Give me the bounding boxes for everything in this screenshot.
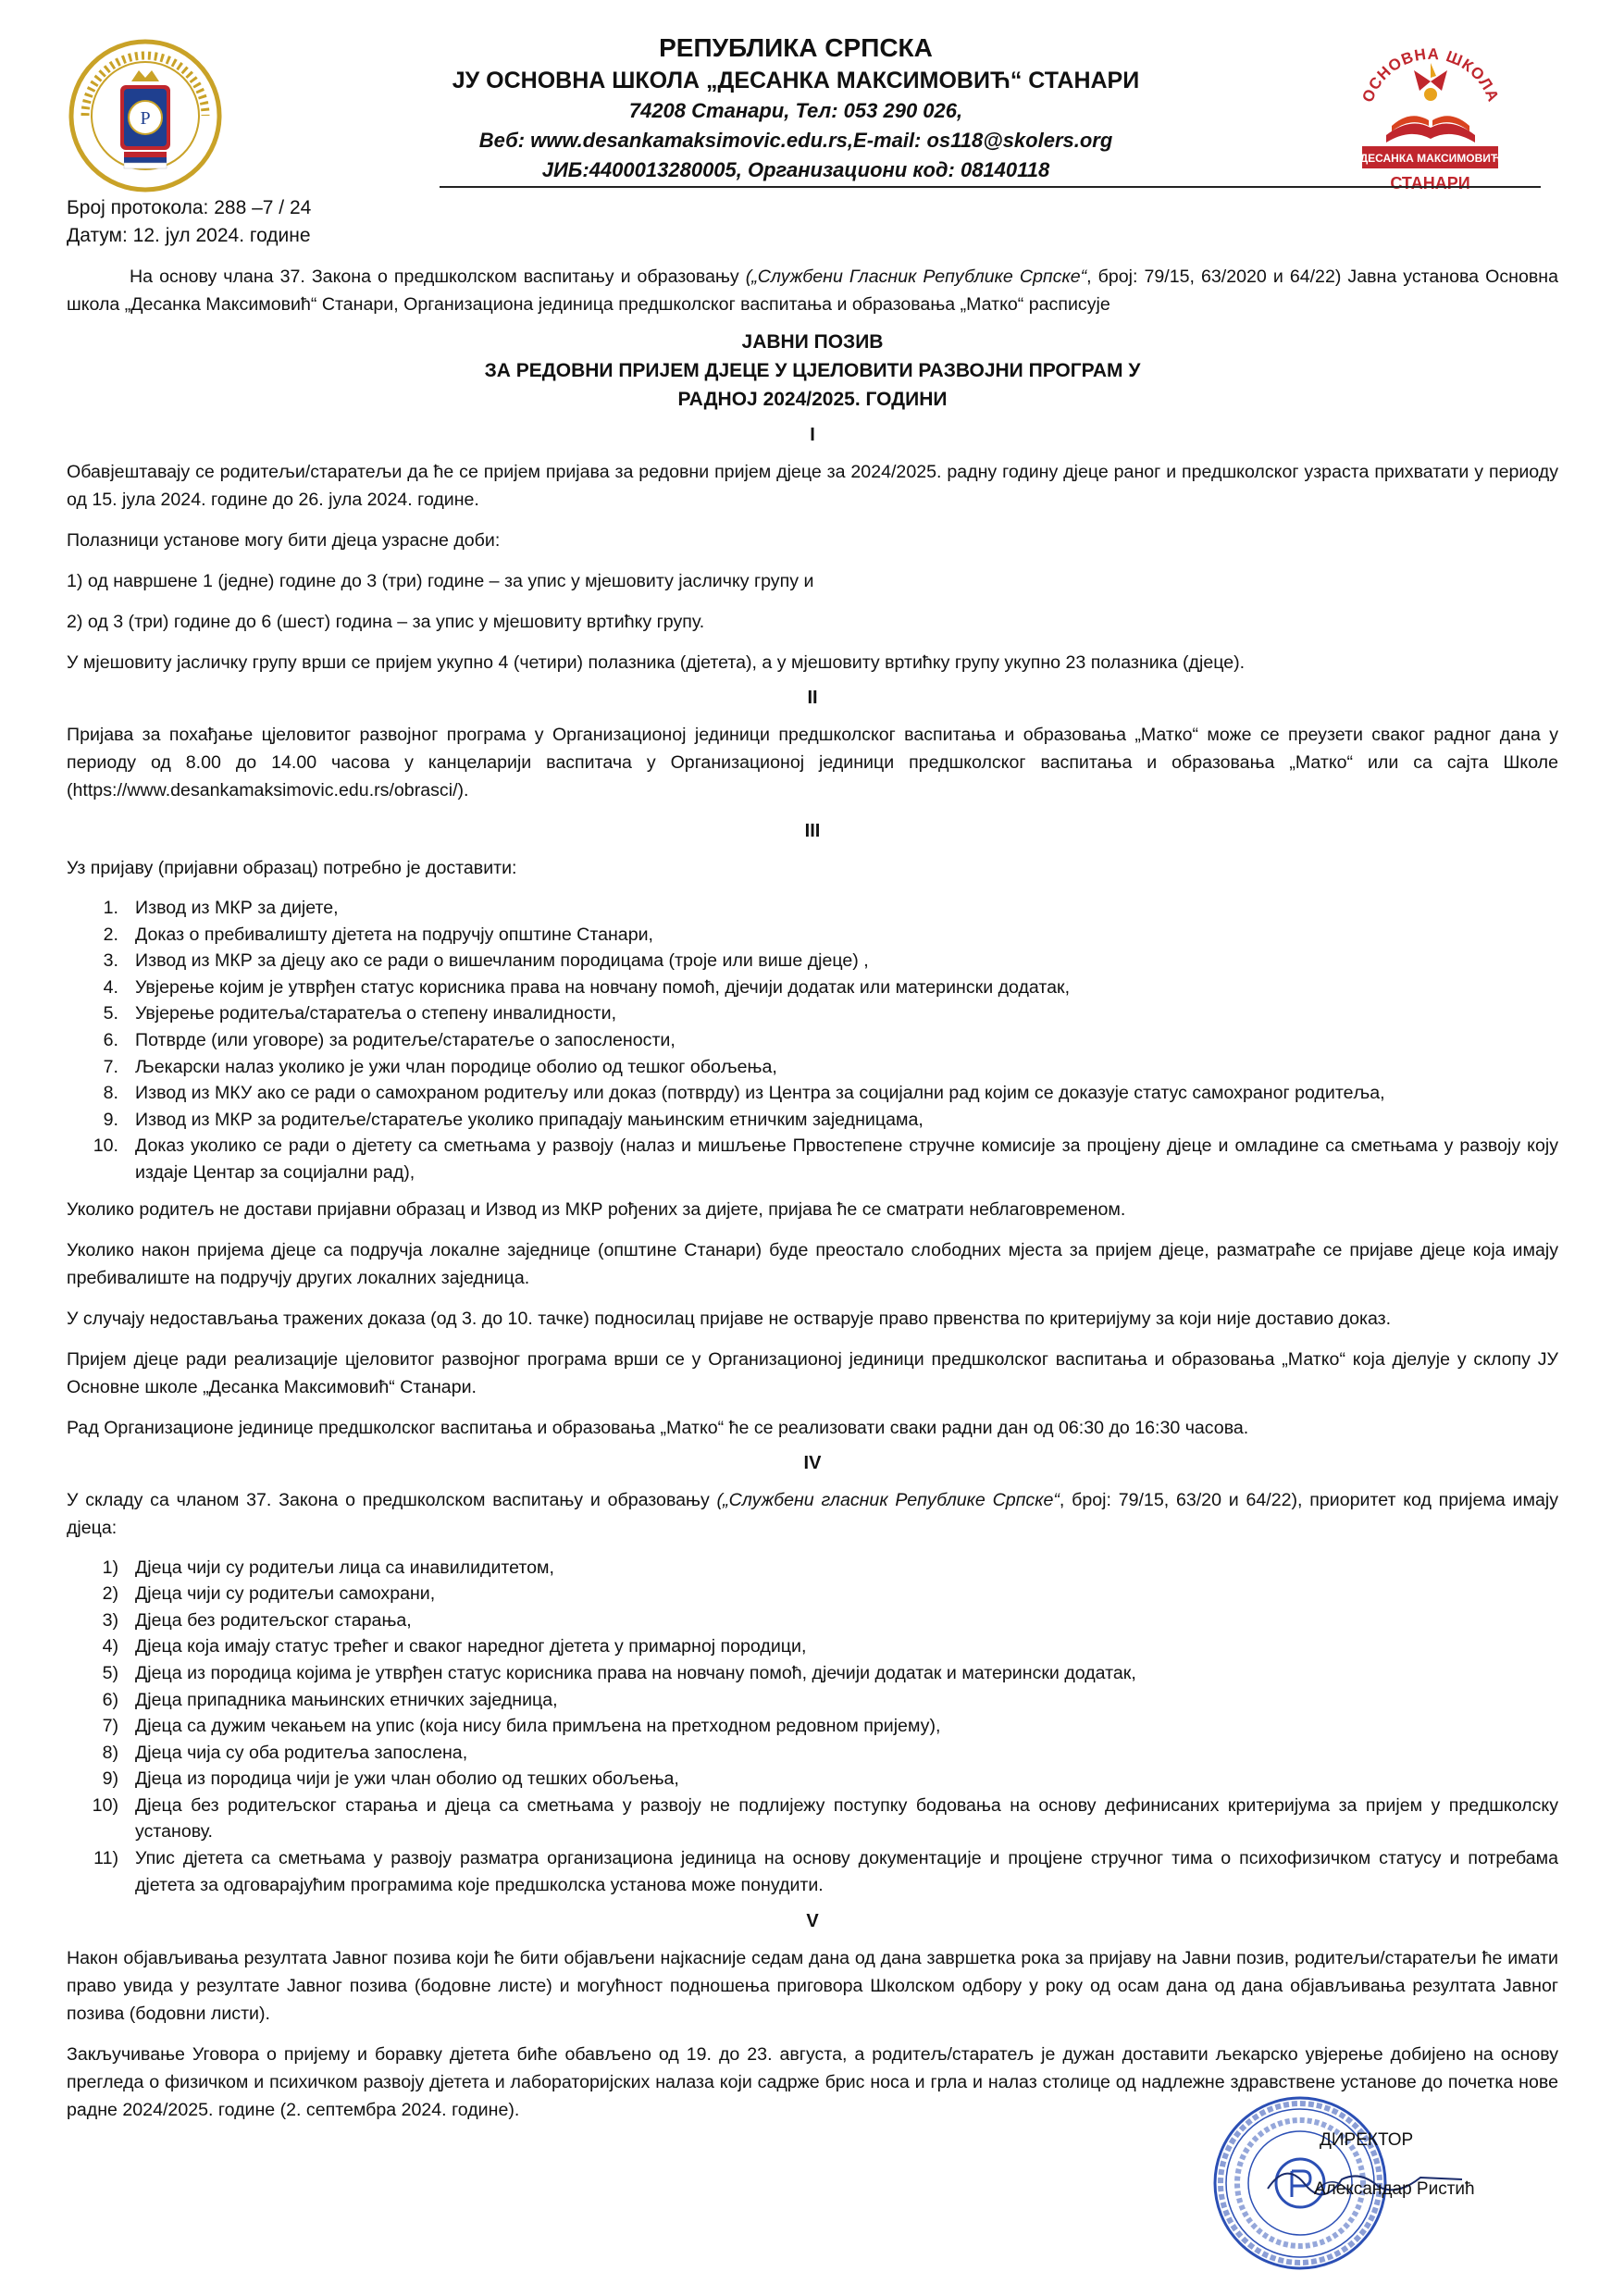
list-item: 5. Увјерење родитеља/старатеља о степену инвалидности, <box>103 1003 617 1024</box>
paragraph: У мјешовиту јасличку групу врши се пријем укупно 4 (четири) полазника (дјетета), а у мјешовиту вртићку групу укупно 23 полазника (дјеце). <box>67 652 1246 673</box>
list-item: 6) Дјеца припадника мањинских етничких заједница, <box>102 1689 558 1710</box>
document-title: ЈАВНИ ПОЗИВ ЗА РЕДОВНИ ПРИЈЕМ ДЈЕЦЕ У ЦЈЕЛОВИТИ РАЗВОЈНИ ПРОГРАМ У РАДНОЈ 2024/2025. ГОДИНИ <box>484 331 1141 410</box>
paragraph: Пријем дјеце ради реализације цјеловитог развојног програма врши се у Организационој јединици предшколског васпитања и образовања „Матко“ која дјелује у склопу ЈУ Основне школе „Десанка Максимовић“ Станари. <box>67 1348 1558 1397</box>
list-item: 3) Дјеца без родитељског старања, <box>102 1609 412 1631</box>
school-ids: ЈИБ:4400013280005, Организациони код: 08140118 <box>541 158 1050 181</box>
list-item: 9) Дјеца из породица чији је ужи члан оболио од тешких обољења, <box>102 1769 679 1790</box>
list-item: 8) Дјеца чија су оба родитеља запослена, <box>102 1742 468 1763</box>
intro-paragraph: На основу члана 37. Закона о предшколском васпитању и образовању („Службени Гласник Републике Српске“, број: 79/15, 63/2020 и 64/22) Јавна установа Основна школа „Десанка Максимовић“ Станари, Организациона јединица предшколског васпитања и образовања „Матко“ расписује <box>67 267 1558 315</box>
section-heading: I <box>810 425 815 445</box>
school-address: 74208 Станари, Тел: 053 290 026, <box>628 99 963 122</box>
list-item: 8. Извод из МКУ ако се ради о самохраном родитељу или доказ (потврду) из Центра за социјални рад којим се доказује статус самохраног родитеља, <box>103 1083 1385 1104</box>
paragraph: Пријава за похађање цјеловитог развојног програма у Организационој јединици предшколског васпитања и образовања „Матко“ може се преузети сваког радног дана у периоду од 8.00 до 14.00 часова у канцеларији васпитача у Организационој јединици предшколског васпитања и образовања „Матко“ или са сајта Школе (https://www.desankamaksimovic.edu.rs/obrasci/). <box>67 725 1558 800</box>
header-rule <box>440 186 1541 188</box>
list-item: 7) Дјеца са дужим чекањем на упис (која нису била примљена на претходном редовном пријему), <box>102 1716 941 1737</box>
section-heading: II <box>807 688 818 708</box>
coat-of-arms-logo <box>67 37 224 194</box>
section-heading: V <box>806 1911 819 1932</box>
republic-name: РЕПУБЛИКА СРПСКА <box>659 33 933 62</box>
paragraph: Уколико након пријема дјеце са подручја локалне заједнице (општине Станари) буде преостало слободних мјеста за пријем дјеце, разматраће се пријаве дјеце која имају пребивалиште на подручју других локалних заједница. <box>67 1239 1558 1288</box>
required-documents-list <box>67 895 1558 1186</box>
document-meta <box>67 194 311 250</box>
list-item: 5) Дјеца из породица којима је утврђен статус корисника права на новчану помоћ, дјечији додатак и матерински додатак, <box>102 1662 1136 1683</box>
section-heading: IV <box>803 1452 822 1473</box>
letterhead <box>333 31 1258 185</box>
list-item: 10. Доказ уколико се ради о дјетету са сметњама у развоју (налаз и мишљење Првостепене стручне комисије за процјену дјеце и омладине са сметњама у развоју коју издаје Центар за социјални рад), <box>93 1136 1558 1183</box>
signature-name: Александар Ристић <box>1314 2179 1475 2199</box>
paragraph: У складу са чланом 37. Закона о предшколском васпитању и образовању („Службени гласник Републике Српске“, број: 79/15, 63/20 и 64/22), приоритет код пријема имају дјеца: <box>67 1489 1558 1538</box>
list-item: 4) Дјеца која имају статус трећег и сваког наредног дјетета у примарној породици, <box>102 1636 807 1657</box>
paragraph: 1) од навршене 1 (једне) године до 3 (три) године – за упис у мјешовиту јасличку групу и <box>67 571 814 591</box>
protocol-number: Број протокола: 288 –7 / 24 <box>67 197 312 218</box>
list-item: 1. Извод из МКР за дијете, <box>103 898 339 918</box>
svg-text:ОСНОВНА ШКОЛА: ОСНОВНА ШКОЛА <box>1358 44 1503 105</box>
paragraph: 2) од 3 (три) године до 6 (шест) година – за упис у мјешовиту вртићку групу. <box>67 612 705 632</box>
priority-list <box>67 1555 1558 1899</box>
document-body <box>67 263 1558 2124</box>
list-item: 3. Извод из МКР за дјецу ако се ради о вишечланим породицама (троје или више дјеце) , <box>103 950 869 972</box>
list-item: 4. Увјерење којим је утврђен статус корисника права на новчану помоћ, дјечији додатак или матерински додатак, <box>103 976 1071 998</box>
section-heading: III <box>804 821 821 841</box>
svg-text:Р: Р <box>140 108 151 129</box>
list-item: 1) Дјеца чији су родитељи лица са инавилидитетом, <box>102 1557 554 1578</box>
paragraph: Обавјештавају се родитељи/старатељи да ће се пријем пријава за редовни пријем дјеце за 2024/2025. радну годину дјеце раног и предшколског узраста прихватати у периоду од 15. јула 2024. године до 26. јула 2024. године. <box>67 462 1558 510</box>
document-date: Датум: 12. јул 2024. године <box>67 225 311 246</box>
list-item: 9. Извод из МКР за родитеље/старатеље уколико припадају мањинским етничким заједницама, <box>103 1109 924 1130</box>
list-item: 2. Доказ о пребивалишту дјетета на подручју општине Станари, <box>103 924 653 945</box>
list-item: 11) Упис дјетета са сметњама у развоју разматра организациона јединица на основу документације и процјене стручног тима о психофизичком статусу и потребама дјетета за одговарајућим програмима које предшколска установа може понудити. <box>93 1848 1558 1895</box>
svg-text:ДЕСАНКА МАКСИМОВИЋ: ДЕСАНКА МАКСИМОВИЋ <box>1359 152 1501 165</box>
list-item: 2) Дјеца чији су родитељи самохрани, <box>102 1583 436 1605</box>
paragraph: Полазници установе могу бити дјеца узрасне доби: <box>67 530 501 551</box>
paragraph: Закључивање Уговора о пријему и боравку дјетета биће обављено од 19. до 23. августа, а родитељ/старатељ је дужан доставити љекарско увјерење добијено на основу прегледа о физичком и психичком развоју дјетета и лабораторијских налаза који садрже брис носа и грла и налаз столице од надлежне здравствене установе до почетка нове радне 2024/2025. године (2. септембра 2024. године). <box>67 2044 1558 2121</box>
list-item: 10) Дјеца без родитељског старања и дјеца са сметњама у развоју не подлијежу поступку бодовања на основу дефинисаних критеријума за пријем у предшколску установу. <box>92 1794 1558 1843</box>
signature-role: ДИРЕКТОР <box>1320 2130 1414 2150</box>
paragraph: У случају недостављања тражених доказа (од 3. до 10. тачке) подносилац пријаве не остварује право првенства по критеријуму за који није доставио доказ. <box>67 1308 1392 1329</box>
school-web-email: Веб: www.desankamaksimovic.edu.rs,E-mail: os118@skolers.org <box>478 129 1113 152</box>
list-item: 6. Потврде (или уговоре) за родитеље/старатеље о запослености, <box>103 1029 676 1050</box>
school-logo <box>1349 35 1511 206</box>
paragraph: Уколико родитељ не достави пријавни образац и Извод из МКР рођених за дијете, пријава ће се сматрати неблаговременом. <box>67 1198 1126 1220</box>
paragraph: Уз пријаву (пријавни образац) потребно је доставити: <box>67 858 517 878</box>
school-name: ЈУ ОСНОВНА ШКОЛА „ДЕСАНКА МАКСИМОВИЋ“ СТАНАРИ <box>452 68 1140 93</box>
paragraph: Рад Организационе јединице предшколског васпитања и образовања „Матко“ ће се реализовати сваки радни дан од 06:30 до 16:30 часова. <box>67 1417 1249 1438</box>
svg-text:СТАНАРИ: СТАНАРИ <box>1390 174 1470 192</box>
paragraph: Након објављивања резултата Јавног позива који ће бити објављени најкасније седам дана од дана завршетка рока за пријаву на Јавни позив, родитељи/старатељи ће имати право увида у резултате Јавног позива (бодовне листе) и могућност подношења приговора Школском одбору у року од осам дана од дана објављивања резултата Јавног позива (бодовни листи). <box>67 1948 1558 2025</box>
list-item: 7. Љекарски налаз уколико је ужи члан породице оболио од тешког обољења, <box>103 1056 777 1077</box>
